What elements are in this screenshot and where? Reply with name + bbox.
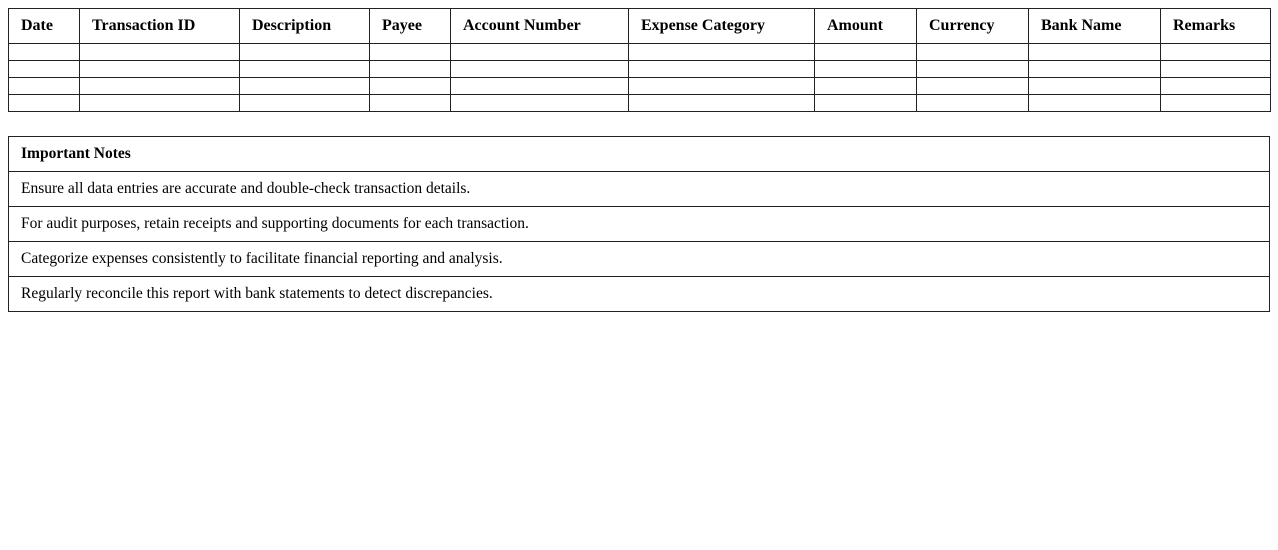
table-cell xyxy=(9,95,80,112)
table-cell xyxy=(370,61,451,78)
table-cell xyxy=(240,44,370,61)
table-cell xyxy=(1161,44,1271,61)
table-cell xyxy=(1161,95,1271,112)
table-cell xyxy=(451,78,629,95)
table-cell xyxy=(80,95,240,112)
column-header-payee: Payee xyxy=(370,9,451,44)
table-row xyxy=(9,95,1271,112)
note-row xyxy=(9,172,1270,207)
table-cell xyxy=(80,44,240,61)
table-cell xyxy=(240,95,370,112)
table-cell xyxy=(629,78,815,95)
table-cell xyxy=(370,95,451,112)
table-cell xyxy=(80,78,240,95)
table-cell xyxy=(451,61,629,78)
table-cell xyxy=(917,95,1029,112)
table-cell xyxy=(370,78,451,95)
table-cell xyxy=(1161,61,1271,78)
column-header-description: Description xyxy=(240,9,370,44)
table-row xyxy=(9,44,1271,61)
column-header-currency: Currency xyxy=(917,9,1029,44)
important-notes-table xyxy=(8,136,1270,312)
column-header-expense-category: Expense Category xyxy=(629,9,815,44)
table-cell xyxy=(240,78,370,95)
table-cell xyxy=(1029,61,1161,78)
table-cell xyxy=(1029,44,1161,61)
note-row xyxy=(9,242,1270,277)
table-cell xyxy=(370,44,451,61)
table-cell xyxy=(629,44,815,61)
table-cell xyxy=(451,44,629,61)
column-header-transaction-id: Transaction ID xyxy=(80,9,240,44)
table-cell xyxy=(9,78,80,95)
table-cell xyxy=(815,78,917,95)
table-cell xyxy=(917,44,1029,61)
transactions-table xyxy=(8,8,1271,112)
note-item: Regularly reconcile this report with bank statements to detect discrepancies. xyxy=(9,277,1270,312)
column-header-amount: Amount xyxy=(815,9,917,44)
table-header-row xyxy=(9,9,1271,44)
column-header-remarks: Remarks xyxy=(1161,9,1271,44)
note-item: Ensure all data entries are accurate and double-check transaction details. xyxy=(9,172,1270,207)
column-header-account-number: Account Number xyxy=(451,9,629,44)
notes-title: Important Notes xyxy=(9,137,1270,172)
table-row xyxy=(9,61,1271,78)
note-item: Categorize expenses consistently to facilitate financial reporting and analysis. xyxy=(9,242,1270,277)
table-cell xyxy=(9,61,80,78)
note-row xyxy=(9,277,1270,312)
table-cell xyxy=(815,61,917,78)
table-cell xyxy=(629,95,815,112)
table-row xyxy=(9,78,1271,95)
table-cell xyxy=(1029,78,1161,95)
column-header-bank-name: Bank Name xyxy=(1029,9,1161,44)
table-cell xyxy=(9,44,80,61)
table-cell xyxy=(815,44,917,61)
note-item: For audit purposes, retain receipts and supporting documents for each transaction. xyxy=(9,207,1270,242)
notes-header-row xyxy=(9,137,1270,172)
table-cell xyxy=(451,95,629,112)
table-cell xyxy=(629,61,815,78)
table-cell xyxy=(1029,95,1161,112)
note-row xyxy=(9,207,1270,242)
table-cell xyxy=(917,61,1029,78)
column-header-date: Date xyxy=(9,9,80,44)
table-cell xyxy=(1161,78,1271,95)
table-cell xyxy=(815,95,917,112)
table-cell xyxy=(80,61,240,78)
table-cell xyxy=(917,78,1029,95)
table-cell xyxy=(240,61,370,78)
